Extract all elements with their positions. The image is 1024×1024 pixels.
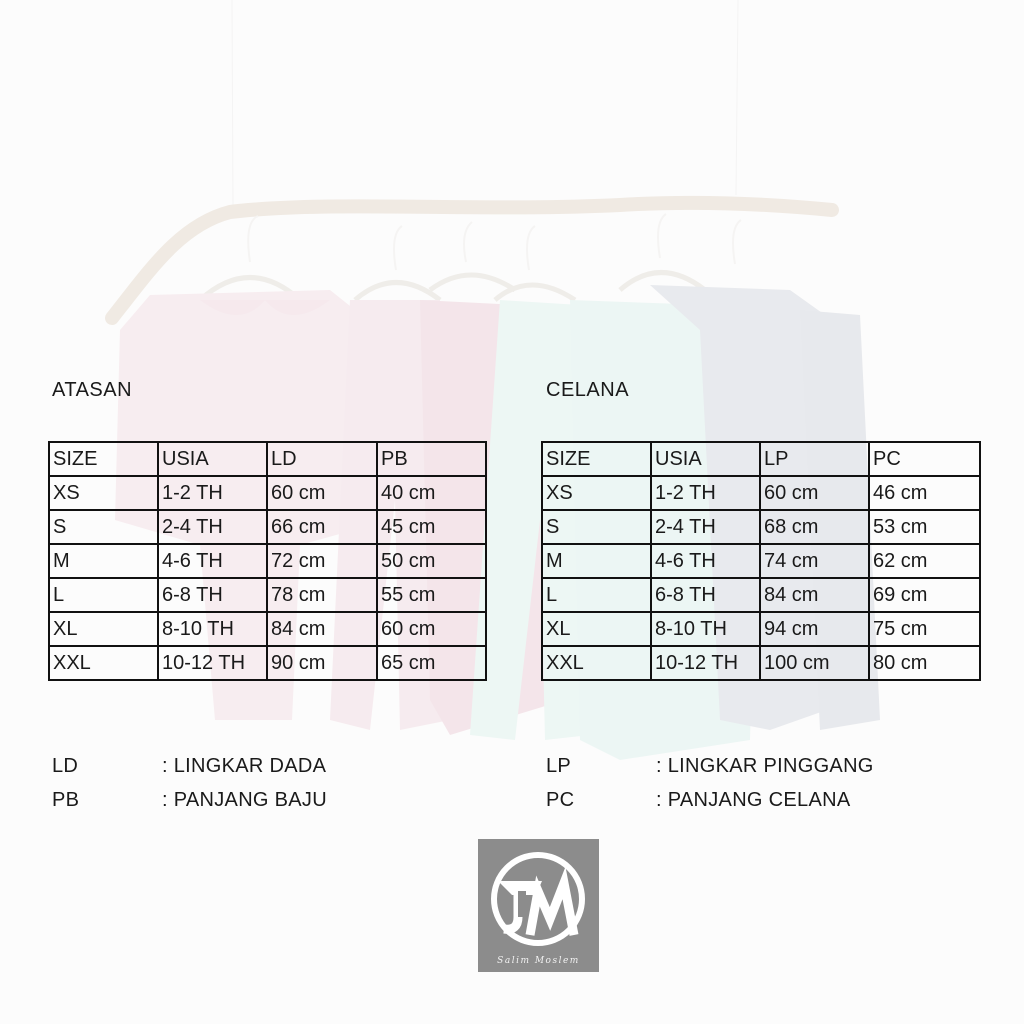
- table-row: [542, 646, 980, 680]
- table-cell: S: [542, 510, 651, 544]
- table-cell: 80 cm: [869, 646, 980, 680]
- legend-abbr: PB: [52, 789, 80, 811]
- header-cell: SIZE: [49, 442, 158, 476]
- table-cell: XL: [49, 612, 158, 646]
- legend-desc: : LINGKAR DADA: [162, 755, 327, 777]
- header-cell: LD: [267, 442, 377, 476]
- table-cell: 75 cm: [869, 612, 980, 646]
- table-cell: XL: [542, 612, 651, 646]
- table-cell: 8-10 TH: [651, 612, 760, 646]
- header-cell: PC: [869, 442, 980, 476]
- table-cell: 46 cm: [869, 476, 980, 510]
- table-cell: M: [49, 544, 158, 578]
- table-cell: 66 cm: [267, 510, 377, 544]
- table-cell: 68 cm: [760, 510, 869, 544]
- table-cell: 78 cm: [267, 578, 377, 612]
- table-header-row: [49, 442, 486, 476]
- table-cell: 1-2 TH: [158, 476, 267, 510]
- table-cell: 69 cm: [869, 578, 980, 612]
- table-cell: 60 cm: [760, 476, 869, 510]
- table-cell: XXL: [49, 646, 158, 680]
- table-cell: 65 cm: [377, 646, 486, 680]
- table-cell: 40 cm: [377, 476, 486, 510]
- header-cell: USIA: [651, 442, 760, 476]
- table-cell: 10-12 TH: [158, 646, 267, 680]
- table-row: [542, 544, 980, 578]
- legend-desc: : LINGKAR PINGGANG: [656, 755, 874, 777]
- header-cell: LP: [760, 442, 869, 476]
- table-cell: 60 cm: [267, 476, 377, 510]
- table-cell: 6-8 TH: [651, 578, 760, 612]
- table-cell: XS: [49, 476, 158, 510]
- table-cell: 62 cm: [869, 544, 980, 578]
- table-row: [542, 612, 980, 646]
- atasan-title: ATASAN: [52, 379, 133, 401]
- table-cell: 2-4 TH: [651, 510, 760, 544]
- table-cell: 74 cm: [760, 544, 869, 578]
- table-cell: L: [542, 578, 651, 612]
- header-cell: PB: [377, 442, 486, 476]
- table-cell: 4-6 TH: [651, 544, 760, 578]
- table-cell: 2-4 TH: [158, 510, 267, 544]
- table-cell: 84 cm: [760, 578, 869, 612]
- table-row: [49, 476, 486, 510]
- table-cell: 100 cm: [760, 646, 869, 680]
- celana-size-table: [541, 441, 981, 681]
- table-row: [49, 544, 486, 578]
- salim-moslem-logo: [478, 839, 599, 972]
- table-cell: 45 cm: [377, 510, 486, 544]
- table-cell: XS: [542, 476, 651, 510]
- table-cell: 94 cm: [760, 612, 869, 646]
- table-row: [542, 578, 980, 612]
- legend-abbr: LP: [546, 755, 572, 777]
- table-cell: 1-2 TH: [651, 476, 760, 510]
- table-cell: 72 cm: [267, 544, 377, 578]
- table-cell: L: [49, 578, 158, 612]
- table-cell: 50 cm: [377, 544, 486, 578]
- legend-abbr: PC: [546, 789, 575, 811]
- table-cell: S: [49, 510, 158, 544]
- legend-abbr: LD: [52, 755, 79, 777]
- table-row: [49, 612, 486, 646]
- table-cell: 8-10 TH: [158, 612, 267, 646]
- table-row: [49, 510, 486, 544]
- header-cell: USIA: [158, 442, 267, 476]
- table-row: [49, 646, 486, 680]
- table-cell: 84 cm: [267, 612, 377, 646]
- table-cell: M: [542, 544, 651, 578]
- table-row: [542, 510, 980, 544]
- celana-title: CELANA: [546, 379, 630, 401]
- table-cell: XXL: [542, 646, 651, 680]
- table-row: [49, 578, 486, 612]
- table-cell: 53 cm: [869, 510, 980, 544]
- table-row: [542, 476, 980, 510]
- table-cell: 55 cm: [377, 578, 486, 612]
- table-cell: 60 cm: [377, 612, 486, 646]
- legend-desc: : PANJANG CELANA: [656, 789, 851, 811]
- atasan-size-table: [48, 441, 487, 681]
- table-cell: 90 cm: [267, 646, 377, 680]
- legend-desc: : PANJANG BAJU: [162, 789, 327, 811]
- sm-monogram-icon: [478, 839, 599, 960]
- table-header-row: [542, 442, 980, 476]
- logo-text: Salim Moslem: [497, 956, 580, 966]
- header-cell: SIZE: [542, 442, 651, 476]
- table-cell: 10-12 TH: [651, 646, 760, 680]
- table-cell: 6-8 TH: [158, 578, 267, 612]
- table-cell: 4-6 TH: [158, 544, 267, 578]
